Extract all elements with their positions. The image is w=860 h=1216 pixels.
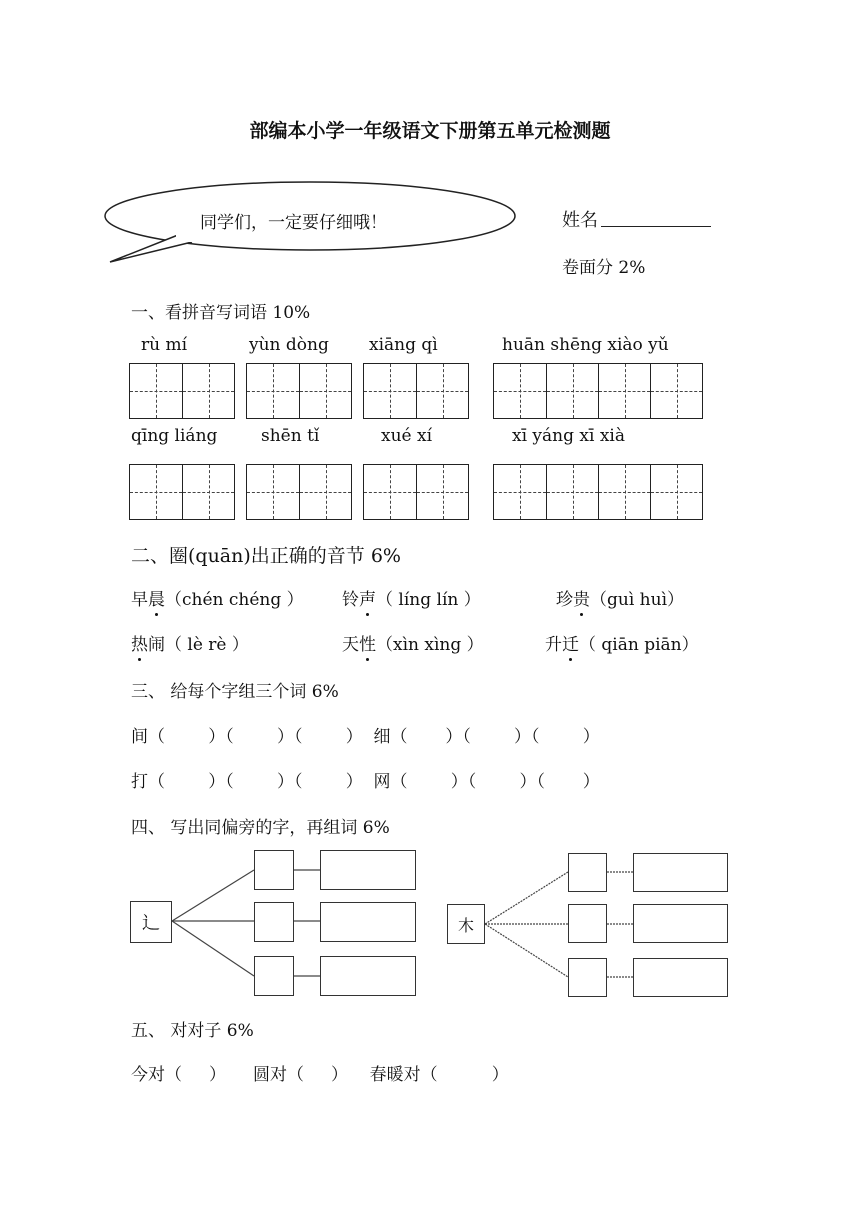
writing-grid[interactable]	[246, 363, 352, 419]
section2-heading: 二、圈(quān)出正确的音节 6%	[131, 545, 401, 567]
bubble-text: 同学们，一定要仔细哦！	[200, 213, 387, 233]
name-underline[interactable]	[601, 226, 711, 227]
word-box[interactable]	[633, 904, 728, 943]
section3-heading: 三、 给每个字组三个词 6%	[131, 682, 339, 702]
pinyin: rù mí	[141, 335, 188, 355]
writing-grid[interactable]	[493, 464, 703, 520]
syllable-item[interactable]: 珍贵（guì huì）	[556, 590, 685, 610]
word-group-line[interactable]: 间（ ）（ ）（ ） 细（ ）（ ）（ ）	[131, 727, 600, 747]
pinyin: xiāng qì	[369, 335, 438, 355]
writing-grid[interactable]	[363, 363, 469, 419]
char-box[interactable]	[254, 902, 294, 942]
word-box[interactable]	[320, 956, 416, 996]
couplet-line[interactable]: 今对（ ） 圆对（ ） 春暖对（ ）	[131, 1065, 509, 1085]
pinyin: qīng liáng	[131, 426, 218, 446]
radical-diagram	[0, 840, 860, 1010]
syllable-item[interactable]: 铃声（ líng lín ）	[342, 590, 481, 610]
syllable-item[interactable]: 热闹（ lè rè ）	[131, 635, 249, 655]
word-group-line[interactable]: 打（ ）（ ）（ ） 网（ ）（ ）（ ）	[131, 772, 600, 792]
pinyin: shēn tǐ	[261, 426, 320, 446]
pinyin: huān shēng xiào yǔ	[502, 335, 669, 355]
writing-grid[interactable]	[493, 363, 703, 419]
name-label: 姓名	[562, 210, 598, 231]
word-box[interactable]	[320, 902, 416, 942]
writing-grid[interactable]	[246, 464, 352, 520]
writing-grid[interactable]	[363, 464, 469, 520]
pinyin: xī yáng xī xià	[512, 426, 625, 446]
char-box[interactable]	[568, 958, 607, 997]
score-label: 卷面分 2%	[562, 258, 646, 278]
pinyin: yùn dòng	[249, 335, 329, 355]
section4-heading: 四、 写出同偏旁的字，再组词 6%	[131, 818, 390, 838]
writing-grid[interactable]	[129, 464, 235, 520]
syllable-item[interactable]: 升迁（ qiān piān）	[545, 635, 699, 655]
word-box[interactable]	[633, 958, 728, 997]
syllable-item[interactable]: 天性（xìn xìng ）	[342, 635, 484, 655]
pinyin: xué xí	[381, 426, 433, 446]
radical-box-right: 木	[447, 904, 485, 944]
char-box[interactable]	[568, 904, 607, 943]
char-box[interactable]	[254, 956, 294, 996]
char-box[interactable]	[568, 853, 607, 892]
section1-heading: 一、看拼音写词语 10%	[131, 303, 311, 323]
word-box[interactable]	[633, 853, 728, 892]
radical-box-left: 辶	[130, 901, 172, 943]
syllable-item[interactable]: 早晨（chén chéng ）	[131, 590, 304, 610]
char-box[interactable]	[254, 850, 294, 890]
section5-heading: 五、 对对子 6%	[131, 1021, 254, 1041]
writing-grid[interactable]	[129, 363, 235, 419]
page-title: 部编本小学一年级语文下册第五单元检测题	[249, 120, 611, 142]
word-box[interactable]	[320, 850, 416, 890]
